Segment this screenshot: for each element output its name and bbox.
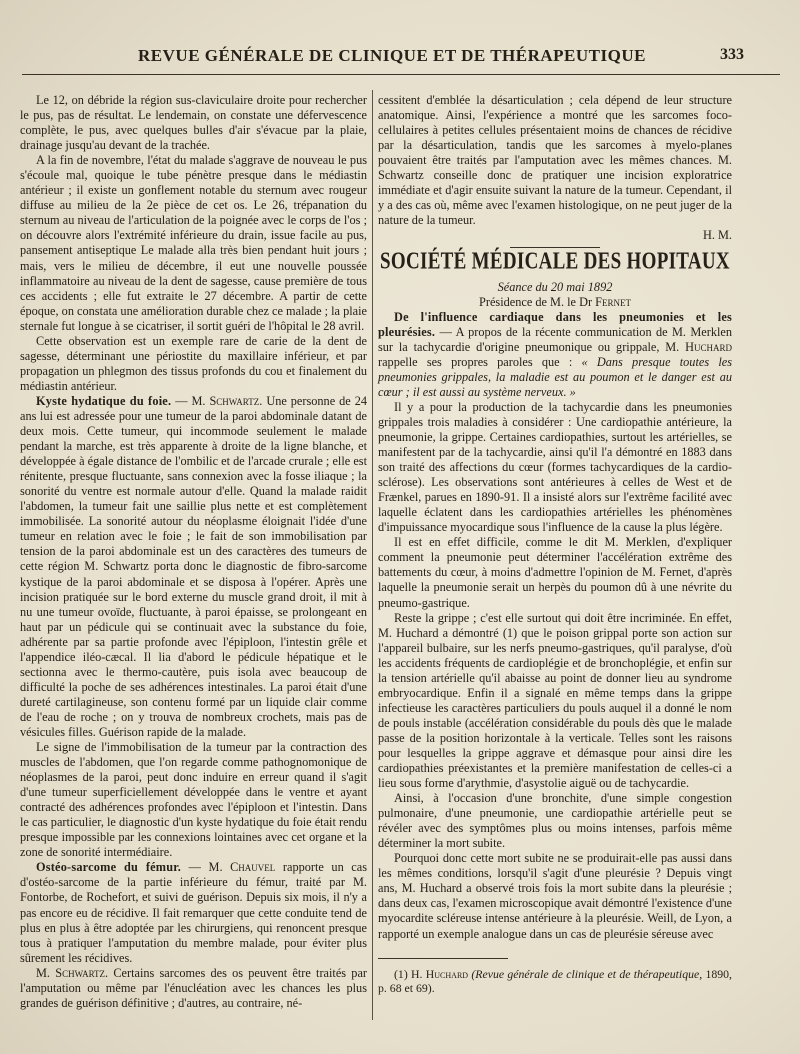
paragraph-text: Certains sarcomes des os peuvent être traités par l'amputation ou même par l'énucléation avec les chances les plus grandes de guérison définitive ; d'autres, au contraire, né- [20,965,367,1010]
paragraph: A la fin de novembre, l'état du malade s'aggrave de nouveau le pus s'écoule mal, quoique le tube pénètre presque dans le médiastin antérieur ; il existe un gonflement notable du sternum avec rougeur diffuse au milieu de la 2e pièce de cet os. Le 26, trépanation du sternum au niveau de l'articulation de la poignée avec le corps de l'os ; on découvre alors l'extrémité inférieure du drain, issue facile au pus, pansement antiseptique Le malade alla très bien pendant huit jours ; mais, vers le milieu de décembre, il eut une nouvelle poussée inflammatoire au niveau de la dent de sagesse, cause première de tous ces accidents ; elle fut extraite le 27 décembre. A partir de cette époque, on constata une amélioration durable chez ce malade ; la plaie sternale fut longue à se cicatriser, il sortit guéri de l'hôpital le 28 avril. [20,153,367,333]
signature: H. M. [702,228,732,243]
paragraph-text: Une personne de 24 ans lui est adressée pour une tumeur de la paroi abdominale datant de deux mois. Cette tumeur, qui incommode seulement le malade pendant la marche, est très apparente à droite de la ligne blanche, et développée à égale distance de l'ombilic et de l'arcade crurale ; elle est rénitente, presque fluctuante, sans connexion avec la fosse iliaque ; la sonorité du ventre est normale autour d'elle. Quand la malade raidit l'abdomen, la tumeur fait une saillie plus nette et est complètement immobilisée. La sonorité autour du néoplasme éloignait l'idée d'une tumeur en relation avec le foie ; le fait de son immobilisation par tension de la paroi abdominale est un des caractères des tumeurs de cette région M. Schwartz porta donc le diagnostic de fibro-sarcome kystique de la paroi abdominale et se disposa à l'opérer. Après une incision pratiquée sur le bord externe du muscle grand droit, il mit à nu une tumeur ovoïde, fluctuante, à paroi épaisse, se prolongeant en haut par un pédicule qui se continuait avec la substance du foie, adhérente par sa partie profonde avec l'épiploon, l'intestin grêle et l'appendice iléo-cæcal. Il lia d'abord le pédicule hépatique et le sectionna avec le thermo-cautère, puis isola avec beaucoup de difficulté la poche de ses adhérences intestinales. La paroi était d'une dureté cartilagineuse, son contenu formé par un liquide clair comme de l'eau de roche ; on y trouva de nombreux crochets, mais pas de vésicules filles. Guérison rapide de la malade. [20,393,367,739]
journal-title: REVUE GÉNÉRALE DE CLINIQUE ET DE THÉRAPEUTIQUE [138,46,646,65]
right-column [378,93,732,996]
society-title: SOCIÉTÉ MÉDICALE DES HOPITAUX [380,248,730,276]
seance-date: Séance du 20 mai 1892 [497,279,613,294]
article-osteo: Ostéo-sarcome du fémur. — M. Chauvel rapporte un cas d'ostéo-sarcome de la partie inférieure du fémur, traité par M. Fontorbe, de Rochefort, et suivi de guérison. Depuis six mois, il n'y a pas encore eu de récidive. Il fait remarquer que cette conduite tend de plus en plus à être adoptée par les chirurgiens, qui renoncent presque tous à pratiquer l'amputation du membre malade, pour éviter plus sûrement les récidives. [20,860,367,965]
president-name: Fernet [595,294,631,309]
paragraph: Le 12, on débride la région sus-claviculaire droite pour rechercher le pus, pas de résultat. Le lendemain, on constate une défervescence complète, le pus, avec quelques bulles d'air s'évacue par la plaie, drainage jusqu'au devant de la trachée. [20,93,367,153]
paragraph-text: rapporte un cas d'ostéo-sarcome de la partie inférieure du fémur, traité par M. Fontorbe, de Rochefort, et suivi de guérison. Depuis six mois, il n'y a pas encore eu de récidive. Il fait remarquer que cette conduite tend de plus en plus à être adoptée par les chirurgiens, qui renoncent presque tous à pratiquer l'amputation du membre malade, pour éviter plus sûrement les récidives. [20,860,367,965]
paragraph: Pourquoi donc cette mort subite ne se produirait-elle pas aussi dans les mêmes conditions, lorsqu'il s'agit d'une pleurésie ? Depuis vingt ans, M. Huchard a observé trois fois la mort subite dans la pleurésie ; dans deux cas, l'examen microscopique avait démontré l'existence d'une myocardite scléreuse intense antérieure à la pleurésie. Weill, de Lyon, a rapporté un exemple analogue dans un cas de pleurésie séreuse avec [378,851,732,941]
column-divider [372,90,373,1020]
paragraph: Cette observation est un exemple rare de carie de la dent de sagesse, déterminant une périostite du maxillaire inférieur, et par propagation un phlegmon des tissus profonds du cou et finalement du médiastin antérieur. [20,333,367,393]
paragraph: Il est en effet difficile, comme le dit M. Merklen, d'expliquer comment la pneumonie peut déterminer l'accélération extrême des battements du cœur, à moins d'admettre l'opinion de M. Fernet, d'après laquelle la pneumonie serait un herpès du poumon dû à une névrite du pneumo-gastrique. [378,535,732,610]
author-name: Schwartz [55,965,106,980]
page-number: 333 [720,46,744,63]
running-header [20,46,780,68]
author-name: Chauvel [230,860,276,875]
section-heading: De l'influence cardiaque dans les pneumonies et les pleurésies. [378,309,732,339]
paragraph: Ainsi, à l'occasion d'une bronchite, d'une simple congestion pulmonaire, d'une pneumonie, une cardiopathie artérielle peut se révéler avec des symptômes plus ou moins intenses, parfois même déterminer la mort subite. [378,791,732,851]
paragraph: Le signe de l'immobilisation de la tumeur par la contraction des muscles de l'abdomen, que l'on regarde comme pathognomonique de néoplasmes de la paroi, peut donc induire en erreur quand il s'agit d'une tumeur superficiellement développée dans le ventre et ayant contracté des adhérences profondes avec l'épiploon et l'intestin. Dans le cas particulier, le diagnostic d'un kyste hydatique du foie était rendu presque impossible par les connexions lointaines avec cet organe et la zone de sonorité intermédiaire. [20,740,367,860]
article-influence: De l'influence cardiaque dans les pneumonies et les pleurésies. — A propos de la récente communication de M. Merklen sur la tachycardie d'origine pneumonique ou grippale, M. Huchard rappelle ses propres paroles que : « Dans presque toutes les pneumonies grippales, la maladie est au poumon et le danger est au cœur ; il est aussi au système nerveux. » [378,309,732,399]
presidence: Présidence de M. le Dr Fernet [479,294,631,309]
footnote-rule [378,958,508,959]
left-column [20,93,367,1011]
paragraph: cessitent d'emblée la désarticulation ; cela dépend de leur structure anatomique. Ainsi, l'expérience a montré que les sarcomes foco-cellulaires à petites cellules présentaient moins de chances de récidive par la désarticulation, tandis que les sarcomes à myelo-planes pouvaient être traités par l'amputation avec les mêmes chances. M. Schwartz conseille donc de pratiquer une incision exploratrice immédiate et d'agir ensuite suivant la nature de la tumeur. Cependant, il y a des cas où, même avec l'examen histologique, on ne peut juger de la nature de la tumeur. [378,93,732,228]
author-name: Huchard [685,339,732,354]
header-rule [22,74,780,75]
paragraph: M. Schwartz. Certains sarcomes des os peuvent être traités par l'amputation ou même par l'énucléation avec les chances les plus grandes de guérison définitive ; d'autres, au contraire, né- [20,965,367,1010]
paragraph: Il y a pour la production de la tachycardie dans les pneumonies grippales trois maladies à considérer : Une cardiopathie antérieure, la pneumonie, la grippe. Certaines cardiopathies, surtout les artérielles, se manifestent par de la tachycardie, ainsi qu'il l'a démontré en 1883 dans son traité des affections du cœur (formes tachycardiques de la cardio-sclérose). Les observations sont antérieures à celles de West et de Frænkel, parues en 1890-91. Il a insisté alors sur l'extrême facilité avec laquelle éclatent dans les cardiopathies artérielles les phénomènes d'impuissance myocardique sous l'influence de la cause la plus légère. [378,399,732,535]
section-heading: Kyste hydatique du foie. [36,393,172,408]
article-kyste: Kyste hydatique du foie. — M. Schwartz. Une personne de 24 ans lui est adressée pour une tumeur de la paroi abdominale datant de deux mois. Cette tumeur, qui incommode seulement le malade pendant la marche, est très apparente à droite de la ligne blanche, et développée à égale distance de l'ombilic et de l'arcade crurale ; elle est rénitente, presque fluctuante, sans connexion avec la fosse iliaque ; la sonorité du ventre est normale autour d'elle. Quand la malade raidit l'abdomen, la tumeur fait une saillie plus nette et est complètement immobilisée. La sonorité autour du néoplasme éloignait l'idée d'une tumeur en relation avec le foie ; le fait de son immobilisation par tension de la paroi abdominale est un des caractères des tumeurs de cette région M. Schwartz porta donc le diagnostic de fibro-sarcome kystique de la paroi abdominale et se disposa à l'opérer. Après une incision pratiquée sur le bord externe du muscle grand droit, il mit à nu une tumeur ovoïde, fluctuante, à paroi épaisse, se prolongeant en haut par un pédicule qui se continuait avec la substance du foie, adhérente par sa partie profonde avec l'épiploon, l'intestin grêle et l'appendice iléo-cæcal. Il lia d'abord le pédicule hépatique et le sectionna avec le thermo-cautère, puis isola avec beaucoup de difficulté la poche de ses adhérences intestinales. La paroi était d'une dureté cartilagineuse, son contenu formé par un liquide clair comme de l'eau de roche ; on y trouva de nombreux crochets, mais pas de vésicules filles. Guérison rapide de la malade. [20,393,367,739]
paragraph: Reste la grippe ; c'est elle surtout qui doit être incriminée. En effet, M. Huchard a démontré (1) que le poison grippal porte son action sur l'appareil bulbaire, sur les nerfs pneumo-gastriques, qu'il paralyse, d'où les accidents fréquents de cardioplégie et de bronchoplégie, et enfin sur la tension artérielle qu'il abaisse au point de donner lieu au syndrome embryocardique. Enfin il a signalé en même temps dans la grippe infectieuse les caractères particuliers du pouls auquel il a donné le nom de pouls instable (accélération considérable du pouls dès que le malade passe de la position horizontale à la verticale. Telles sont les raisons pour lesquelles la grippe aggrave et démasque pour ainsi dire les cardiopathies préexistantes et la première manifestation de celles-ci a lieu sous forme d'arythmie, d'asystolie aiguë ou de tachycardie. [378,610,732,791]
section-heading: Ostéo-sarcome du fémur. [36,860,182,875]
quotation: « Dans presque toutes les pneumonies grippales, la maladie est au poumon et le danger est au cœur ; il est aussi au système nerveux. » [378,354,732,399]
footnote: (1) H. Huchard (Revue générale de clinique et de thérapeutique, 1890, p. 68 et 69). [378,966,732,996]
author-name: Schwartz [209,393,260,408]
